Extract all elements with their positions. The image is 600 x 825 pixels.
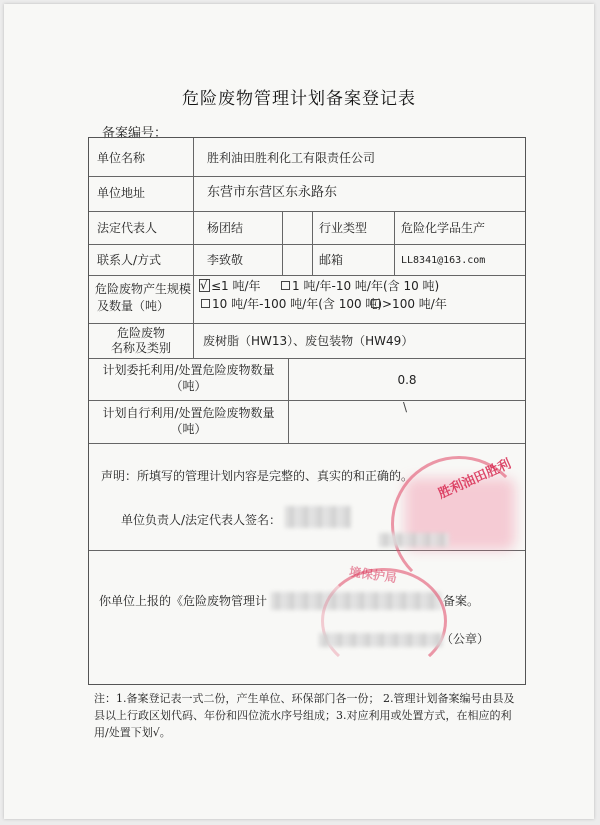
scale-option-3[interactable] <box>201 296 382 312</box>
industry-value: 危险化学品生产 <box>401 221 486 235</box>
registration-table <box>88 137 526 685</box>
industry-label: 行业类型 <box>319 221 368 235</box>
scale-option-1-label: ≤1 吨/年 <box>211 279 261 293</box>
redacted-signature <box>285 506 351 528</box>
waste-label-1: 危险废物 <box>116 326 165 340</box>
self-label-2: （吨） <box>170 422 207 436</box>
environment-seal-text: 境保护局 <box>348 564 398 586</box>
entrust-value: 0.8 <box>397 373 417 387</box>
submitted-text-suffix: 备案。 <box>443 594 480 608</box>
entrust-label-1: 计划委托利用/处置危险废物数量 <box>102 363 275 377</box>
entrust-label-2: （吨） <box>170 379 207 393</box>
address-label: 单位地址 <box>97 186 146 200</box>
record-number-label: 备案编号： <box>102 126 168 141</box>
waste-value: 废树脂（HW13）、废包装物（HW49） <box>203 334 414 348</box>
scale-label-1: 危险废物产生规模 <box>95 282 192 296</box>
company-name-value: 胜利油田胜利化工有限责任公司 <box>207 151 376 165</box>
email-label: 邮箱 <box>319 253 344 267</box>
official-seal-label: （公章） <box>441 632 490 646</box>
legal-rep-label: 法定代表人 <box>97 221 158 235</box>
self-value: \ <box>403 400 408 414</box>
scale-option-2[interactable] <box>281 278 439 294</box>
redacted-approval-date <box>319 633 443 647</box>
scale-option-4[interactable] <box>371 296 447 312</box>
contact-value: 李致敬 <box>207 253 244 267</box>
scale-option-1[interactable] <box>199 278 261 294</box>
address-value: 东营市东营区东永路东 <box>207 185 338 200</box>
company-name-label: 单位名称 <box>97 151 146 165</box>
waste-label-2: 名称及类别 <box>110 341 171 355</box>
checkbox-icon <box>371 299 380 308</box>
submitted-text-prefix: 你单位上报的《危险废物管理计 <box>99 594 268 608</box>
document-page <box>4 4 594 819</box>
declaration-text: 声明：所填写的管理计划内容是完整的、真实的和正确的。 <box>101 469 414 483</box>
scale-option-2-label: 1 吨/年-10 吨/年(含 10 吨) <box>292 279 440 293</box>
checkbox-icon <box>201 299 210 308</box>
page-title: 危险废物管理计划备案登记表 <box>182 89 416 109</box>
contact-label: 联系人/方式 <box>97 253 162 267</box>
self-label-1: 计划自行利用/处置危险废物数量 <box>102 406 275 420</box>
checkbox-icon <box>281 281 290 290</box>
company-seal-text: 胜利油田胜利 <box>436 456 514 503</box>
scale-option-4-label: >100 吨/年 <box>382 297 447 311</box>
legal-rep-value: 杨团结 <box>207 221 244 235</box>
footnote: 注：1.备案登记表一式二份，产生单位、环保部门各一份； 2.管理计划备案编号由县及县以上行政区划代码、年份和四位流水序号组成；3.对应利用或处置方式，在相应的利用/处置下划√。 <box>94 692 515 739</box>
scale-option-3-label: 10 吨/年-100 吨/年(含 100 吨) <box>212 297 383 311</box>
scale-label-2: 及数量（吨） <box>97 299 170 313</box>
signature-label: 单位负责人/法定代表人签名： <box>121 513 282 527</box>
email-value: LL8341@163.com <box>401 255 486 266</box>
redacted-seal-date <box>379 533 449 547</box>
checkmark-icon: √ <box>200 278 208 292</box>
